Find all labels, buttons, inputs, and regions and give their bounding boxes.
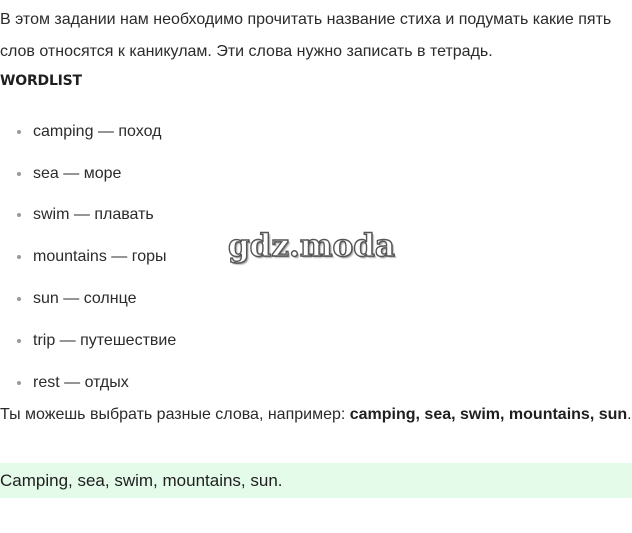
intro-paragraph: В этом задании нам необходимо прочитать название стиха и подумать какие пять слов относятся к каникулам. Эти слова нужно записать в тетрадь. bbox=[0, 11, 612, 60]
answer-box: Camping, sea, swim, mountains, sun. bbox=[0, 463, 632, 498]
list-item bbox=[0, 153, 632, 195]
choice-suffix: . bbox=[627, 406, 632, 423]
bullet-icon bbox=[17, 130, 21, 134]
list-item-label: trip — путешествие bbox=[33, 331, 177, 349]
wordlist-heading: WORDLIST bbox=[0, 73, 82, 89]
list-item-label: sea — море bbox=[33, 164, 122, 182]
list-item bbox=[0, 111, 632, 153]
watermark-logo: gdz.moda bbox=[228, 228, 395, 264]
list-item-label: mountains — горы bbox=[33, 248, 167, 266]
bullet-icon bbox=[17, 381, 21, 385]
bullet-icon bbox=[17, 213, 21, 217]
bullet-icon bbox=[17, 339, 21, 343]
choice-prefix: Ты можешь выбрать разные слова, например: bbox=[0, 406, 350, 423]
bullet-icon bbox=[17, 255, 21, 259]
list-item-label: rest — отдых bbox=[33, 373, 129, 391]
list-item-label: camping — поход bbox=[33, 122, 162, 140]
bullet-icon bbox=[17, 172, 21, 176]
list-item bbox=[0, 320, 632, 362]
choice-example-words: camping, sea, swim, mountains, sun bbox=[349, 406, 628, 423]
bullet-icon bbox=[17, 297, 21, 301]
list-item-label: sun — солнце bbox=[33, 290, 137, 308]
list-item-label: swim — плавать bbox=[33, 206, 154, 224]
list-item bbox=[0, 278, 632, 320]
choice-paragraph bbox=[0, 398, 632, 431]
